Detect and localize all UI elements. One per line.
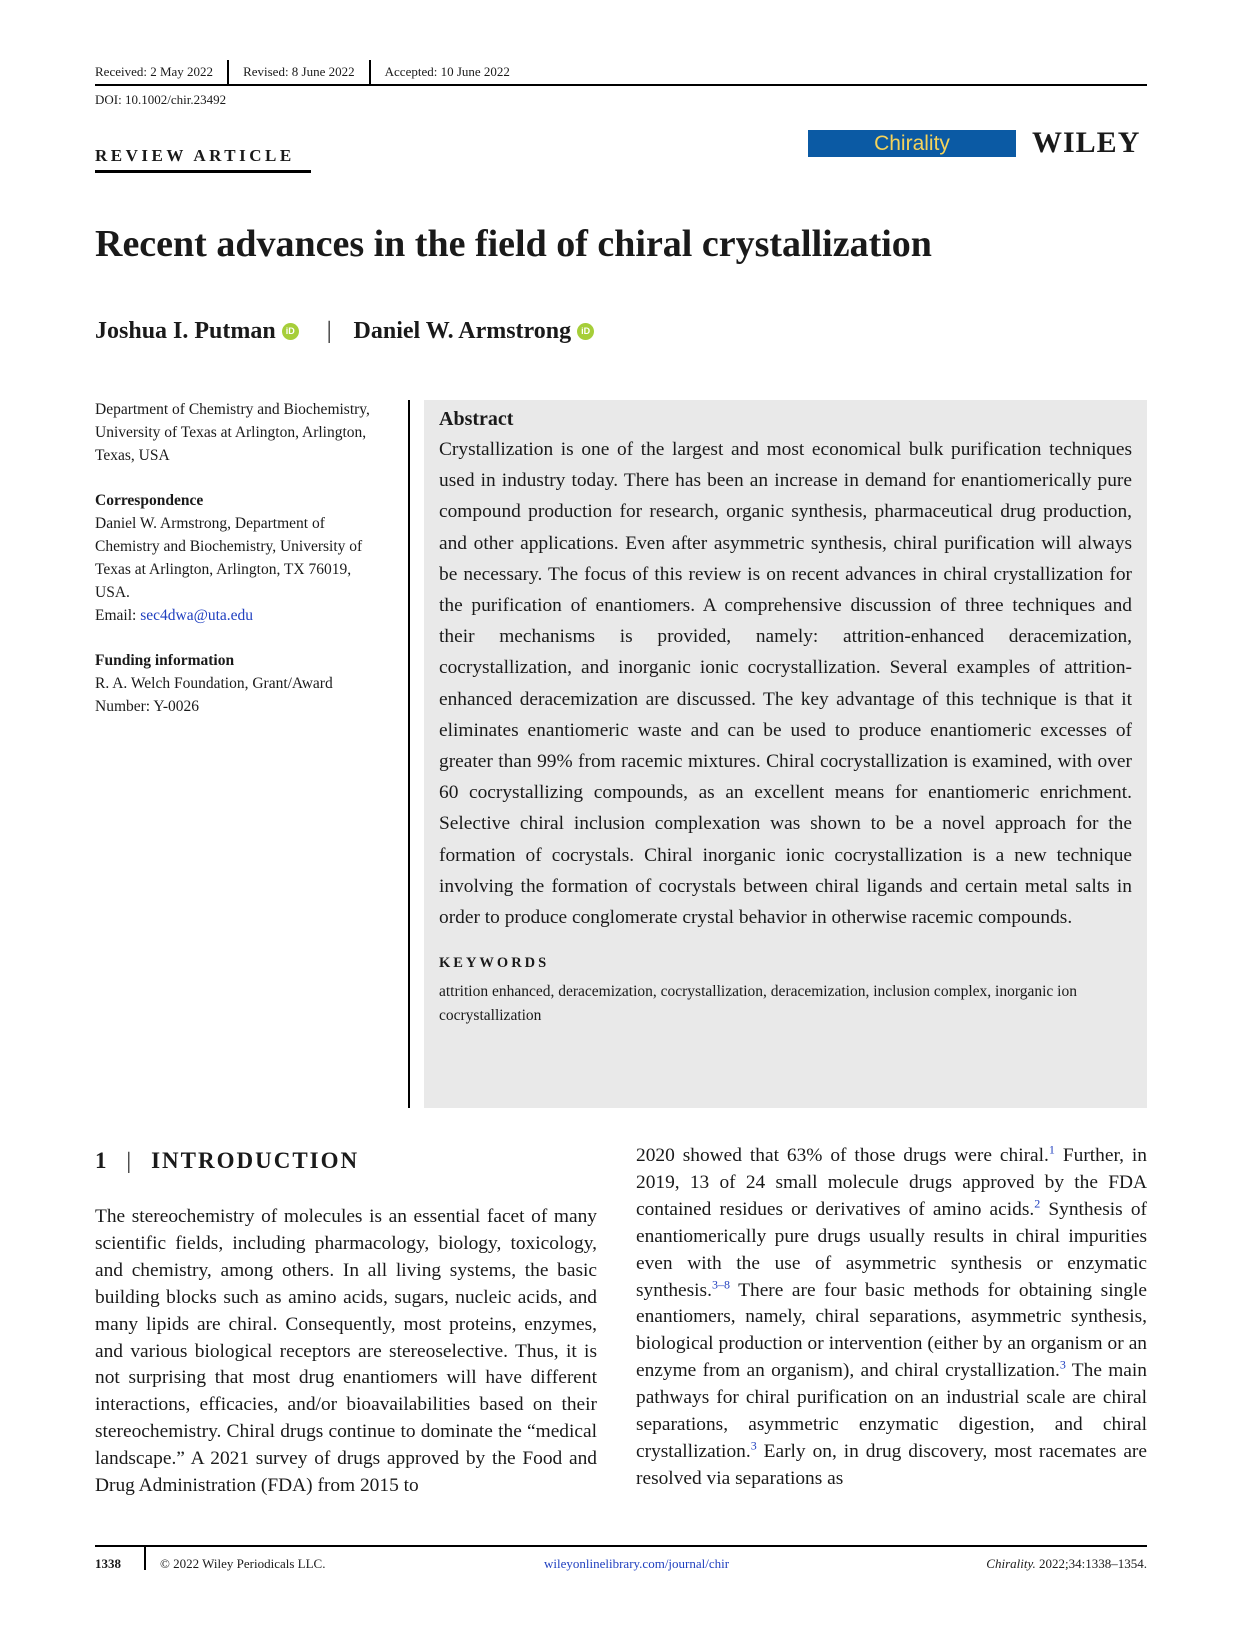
article-title: Recent advances in the field of chiral crystallization bbox=[95, 223, 932, 265]
email-label: Email: bbox=[95, 607, 141, 624]
article-info-sidebar bbox=[95, 398, 385, 740]
copyright: © 2022 Wiley Periodicals LLC. bbox=[160, 1556, 326, 1571]
keywords-text: attrition enhanced, deracemization, cocrystallization, deracemization, inclusion complex, inorganic ion cocrystallization bbox=[439, 983, 1077, 1025]
citation-journal: Chirality. bbox=[986, 1556, 1036, 1571]
doi[interactable]: DOI: 10.1002/chir.23492 bbox=[95, 92, 227, 107]
funding-text: R. A. Welch Foundation, Grant/Award Number: Y-0026 bbox=[95, 675, 333, 715]
publisher-logo: WILEY bbox=[1032, 126, 1141, 159]
email-link[interactable]: sec4dwa@uta.edu bbox=[140, 607, 254, 624]
body-text: 2020 showed that 63% of those drugs were chiral. bbox=[636, 1145, 1049, 1166]
revised-date: Revised: 8 June 2022 bbox=[243, 64, 355, 79]
footer-divider bbox=[144, 1546, 146, 1570]
section-title: INTRODUCTION bbox=[151, 1148, 360, 1173]
abstract-heading: Abstract bbox=[439, 408, 514, 430]
affiliation: Department of Chemistry and Biochemistry, University of Texas at Arlington, Arlington, Texas, USA bbox=[95, 401, 370, 464]
author-name[interactable]: Joshua I. Putman bbox=[95, 318, 276, 344]
abstract-box bbox=[424, 400, 1147, 1108]
body-column-right bbox=[636, 1143, 1147, 1493]
accepted-date: Accepted: 10 June 2022 bbox=[384, 64, 510, 79]
section-number: 1 bbox=[95, 1148, 109, 1173]
reference-link[interactable]: 2 bbox=[1034, 1196, 1041, 1211]
keywords-heading: KEYWORDS bbox=[439, 955, 550, 972]
article-type: REVIEW ARTICLE bbox=[95, 146, 295, 165]
received-date: Received: 2 May 2022 bbox=[95, 64, 214, 79]
abstract-side-rule bbox=[408, 400, 410, 1108]
citation bbox=[986, 1556, 1147, 1572]
author-list bbox=[95, 318, 600, 345]
body-text: Further, in 2019, 13 of 24 small molecule drugs approved by the FDA contained residues or derivatives of amino acids. bbox=[636, 1145, 1147, 1220]
orcid-icon[interactable]: iD bbox=[282, 323, 299, 340]
orcid-icon[interactable]: iD bbox=[577, 323, 594, 340]
header-rule bbox=[95, 84, 1147, 86]
footer-rule bbox=[95, 1545, 1147, 1547]
author-name[interactable]: Daniel W. Armstrong bbox=[353, 318, 572, 344]
article-type-underline bbox=[95, 170, 311, 173]
abstract-text: Crystallization is one of the largest and most economical bulk purification techniques used in industry today. There has been an increase in demand for enantiomerically pure compound production for research, organic synthesis, pharmaceutical drug production, and other applications. Even after asymmetric synthesis, chiral purification will always be necessary. The focus of this review is on recent advances in chiral crystallization for the purification of enantiomers. A comprehensive discussion of three techniques and their mechanisms is provided, namely: attrition-enhanced deracemization, cocrystallization, and inorganic ionic cocrystallization. Several examples of attrition-enhanced deracemization are discussed. The key advantage of this technique is that it eliminates enantiomeric waste and can be used to produce enantiomeric excesses of greater than 99% from racemic mixtures. Chiral cocrystallization is examined, with over 60 cocrystallizing compounds, as an excellent means for enantiomeric enrichment. Selective chiral inclusion complexation was shown to be a novel approach for the formation of cocrystals. Chiral inorganic ionic cocrystallization is a new technique involving the formation of cocrystals between chiral ligands and certain metal salts in order to produce conglomerate crystal behavior in otherwise racemic compounds. bbox=[439, 439, 1132, 929]
correspondence-text: Daniel W. Armstrong, Department of Chemistry and Biochemistry, University of Texas at Arlington, Arlington, TX 76019, USA. bbox=[95, 515, 363, 601]
body-text: The main pathways for chiral purification on an industrial scale are chiral separations, asymmetric enzymatic digestion, and chiral crystallization. bbox=[636, 1360, 1147, 1462]
citation-details: 2022;34:1338–1354. bbox=[1035, 1556, 1147, 1571]
body-text: Synthesis of enantiomerically pure drugs usually results in chiral impurities even with the use of asymmetric synthesis or enzymatic synthesis. bbox=[636, 1198, 1147, 1301]
reference-link[interactable]: 1 bbox=[1048, 1142, 1055, 1157]
journal-url-link[interactable]: wileyonlinelibrary.com/journal/chir bbox=[544, 1556, 730, 1571]
email-line bbox=[95, 604, 385, 627]
manuscript-dates bbox=[95, 60, 524, 84]
reference-link[interactable]: 3 bbox=[750, 1438, 757, 1453]
journal-logo: Chirality bbox=[808, 130, 1016, 157]
body-column-left: The stereochemistry of molecules is an essential facet of many scientific fields, including pharmacology, biology, toxicology, and chemistry, among others. In all living systems, the basic building blocks such as amino acids, sugars, nucleic acids, and many lipids are chiral. Consequently, most proteins, enzymes, and various biological receptors are stereoselective. Thus, it is not surprising that most drug enantiomers will have different interactions, efficacies, and/or bioavailabilities based on their stereochemistry. Chiral drugs continue to dominate the “medical landscape.” A 2021 survey of drugs approved by the Food and Drug Administration (FDA) from 2015 to bbox=[95, 1206, 597, 1497]
reference-link[interactable]: 3 bbox=[1059, 1357, 1066, 1372]
reference-link[interactable]: 3–8 bbox=[711, 1277, 730, 1292]
body-text: There are four basic methods for obtaining single enantiomers, namely, chiral separations, asymmetric synthesis, biological production or intervention (either by an organism or an enzyme from an organism), and chiral crystallization. bbox=[636, 1279, 1147, 1382]
author-separator: | bbox=[326, 318, 332, 344]
page-number: 1338 bbox=[95, 1556, 121, 1571]
section-separator: | bbox=[126, 1148, 134, 1173]
funding-heading: Funding information bbox=[95, 652, 235, 669]
correspondence-heading: Correspondence bbox=[95, 492, 204, 509]
section-heading bbox=[95, 1148, 359, 1174]
body-text: Early on, in drug discovery, most racemates are resolved via separations as bbox=[636, 1440, 1147, 1489]
